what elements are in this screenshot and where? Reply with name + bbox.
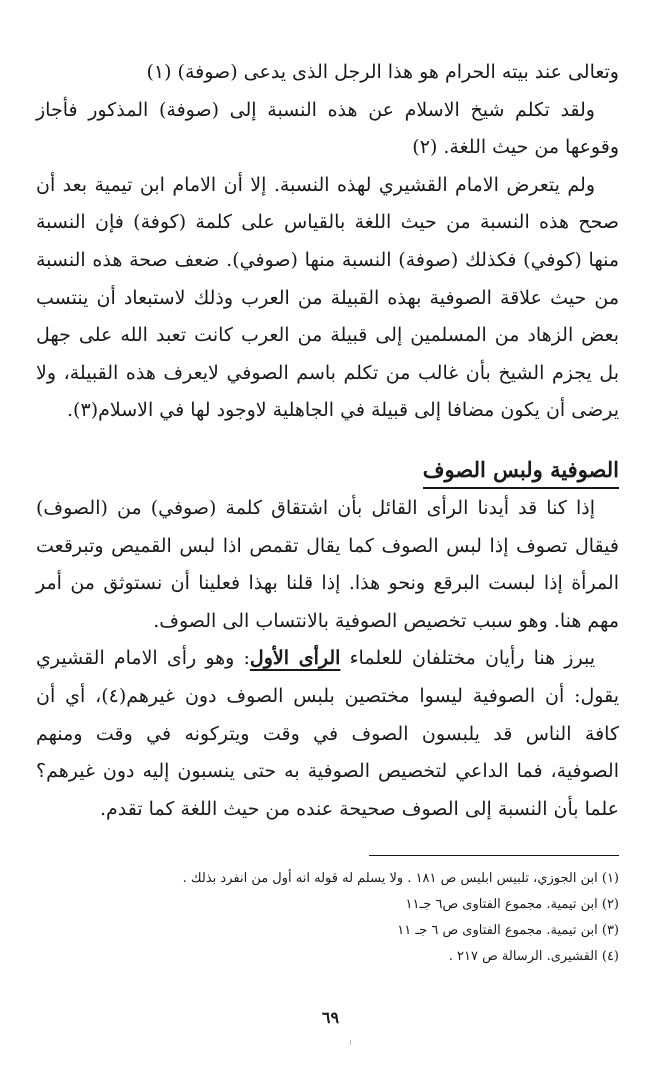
paragraph-wool-derivation: إذا كنا قد أيدنا الرأى القائل بأن اشتقاق كلمة (صوفي) من (الصوف) فيقال تصوف إذا لبس الصوف كما يقال تقمص اذا لبس القميص وتبرقعت المرأة إذا لبست البرقع ونحو هذا. إذا قلنا بهذا فعلينا أن نستوثق من أمر مهم هنا. وهو سبب تخصيص الصوفية بالانتساب الى الصوف. bbox=[36, 496, 619, 632]
paragraph-sheikh-islam: ولقد تكلم شيخ الاسلام عن هذه النسبة إلى (صوفة) المذكور فأجاز وقوعها من حيث اللغة. (٢) bbox=[36, 98, 619, 159]
paragraph-continuation: وتعالى عند بيته الحرام هو هذا الرجل الذى يدعى (صوفة) (١) bbox=[146, 61, 619, 83]
footnote-3: (٣) ابن تيمية. مجموع الفتاوى ص ٦ جـ ١١ bbox=[397, 923, 619, 938]
footnote-1: (١) ابن الجوزي، تلبيس ابليس ص ١٨١ . ولا يسلم له قوله انه أول من انفرد بذلك . bbox=[182, 871, 619, 886]
opinion-intro: يبرز هنا رأيان مختلفان للعلماء bbox=[340, 647, 595, 670]
section-title-text: الصوفية ولبس الصوف bbox=[423, 453, 619, 489]
footnote-divider bbox=[369, 855, 619, 856]
page-body bbox=[36, 54, 619, 828]
print-mark bbox=[350, 1040, 351, 1045]
opinion-body: : وهو رأى الامام القشيري يقول: أن الصوفية ليسوا مختصين بلبس الصوف دون غيرهم(٤)، أي أن كافة الناس قد يلبسون الصوف في وقت ويتركونه في وقت ومنهم الصوفية، فما الداعي لتخصيص الصوفية به حتى ينسبون إليه دون غيرهم؟ علما بأن النسبة إلى الصوف صحيحة عنده من حيث اللغة كما تقدم. bbox=[36, 647, 620, 820]
section-heading bbox=[36, 450, 619, 490]
paragraph-qushayri-ibn-taymiyya: ولم يتعرض الامام القشيري لهذه النسبة. إلا أن الامام ابن تيمية بعد أن صحح هذه النسبة من حيث اللغة بالقياس على كلمة (كوفة) فإن النسبة منها (كوفي) فكذلك (صوفة) النسبة منها (صوفي). ضعف صحة هذه النسبة من حيث علاقة الصوفية بهذه القبيلة من العرب وذلك لاستبعاد أن ينتسب بعض الزهاد من المسلمين إلى قبيلة من العرب كانت تعبد الله على جهل بل يجزم الشيخ بأن غالب من تكلم باسم الصوفي لايعرف هذه القبيلة، ولا يرضى أن يكون مضافا إلى قبيلة في الجاهلية لاوجود لها في الاسلام(٣). bbox=[36, 173, 619, 422]
first-opinion-emphasis: الرأى الأول bbox=[249, 647, 341, 670]
page-number: ٦٩ bbox=[321, 1008, 340, 1027]
footnote-2: (٢) ابن تيمية. مجموع الفتاوى ص٦ جـ١١ bbox=[405, 897, 619, 912]
paragraph-two-opinions bbox=[36, 640, 619, 828]
footnote-4: (٤) القشيرى. الرسالة ص ٢١٧ . bbox=[448, 949, 619, 964]
footnotes bbox=[36, 866, 619, 970]
